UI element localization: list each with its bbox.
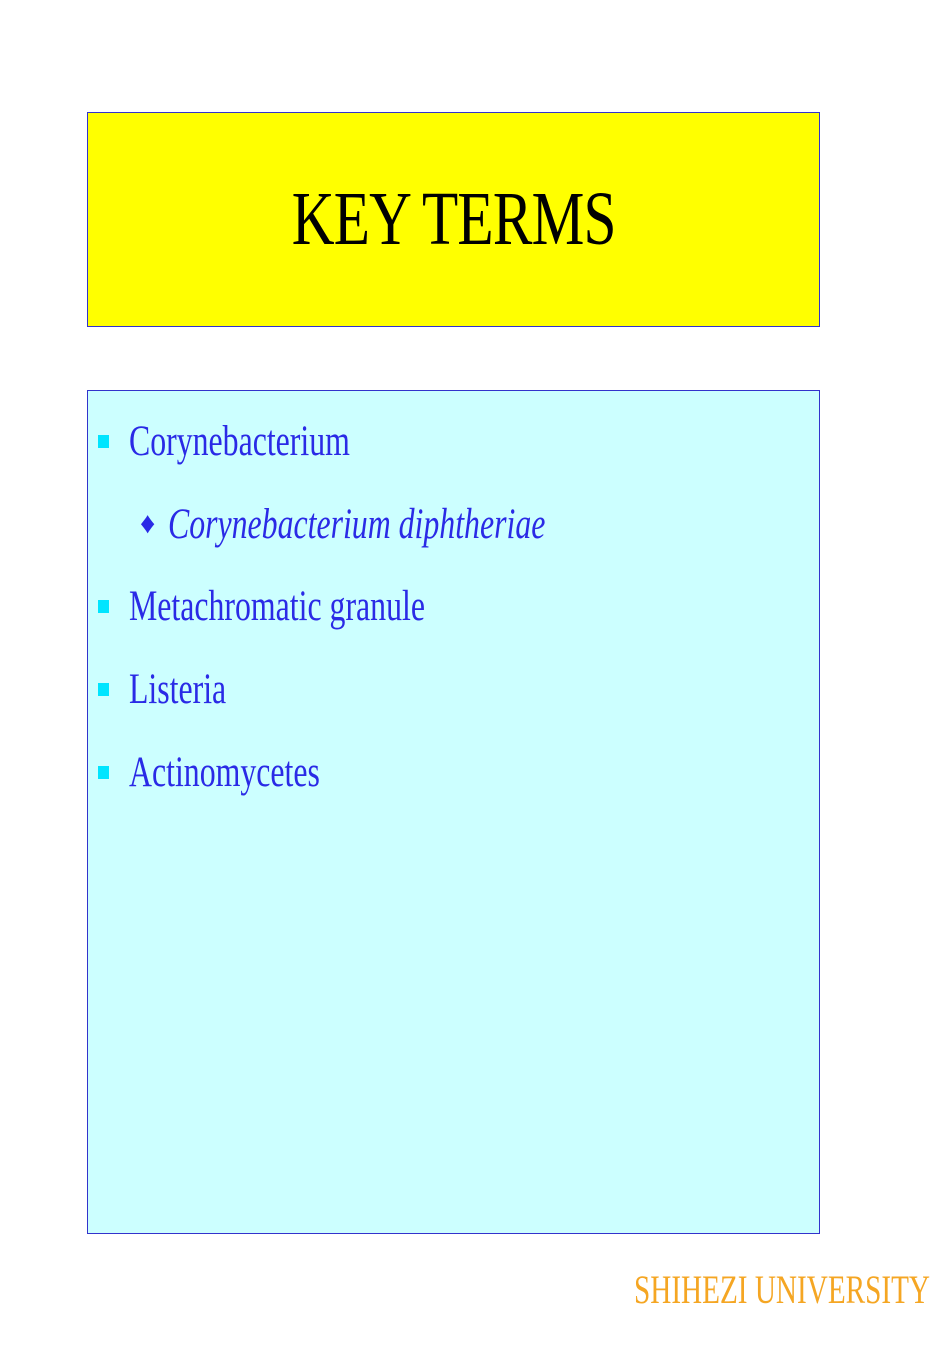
list-item-label: Corynebacterium — [129, 417, 350, 465]
diamond-bullet-icon: ♦ — [140, 507, 156, 540]
page-title: KEY TERMS — [291, 177, 616, 261]
square-bullet-icon — [98, 766, 109, 779]
list-item-label: Listeria — [129, 665, 227, 713]
square-bullet-icon — [98, 600, 109, 613]
square-bullet-icon — [98, 683, 109, 696]
title-box — [87, 112, 820, 327]
list-subitem-label: Corynebacterium diphtheriae — [168, 500, 546, 548]
list-item-label: Actinomycetes — [129, 748, 320, 796]
square-bullet-icon — [98, 435, 109, 448]
list-item-label: Metachromatic granule — [129, 582, 425, 630]
footer-university: SHIHEZI UNIVERSITY — [634, 1267, 931, 1312]
content-box — [87, 390, 820, 1234]
